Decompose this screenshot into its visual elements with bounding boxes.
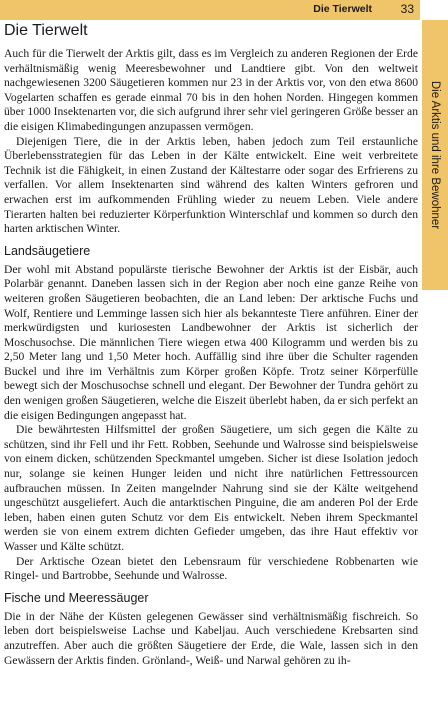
section-heading-fische: Fische und Meeressäuger — [4, 590, 149, 605]
section-heading-landsaeugetiere: Landsäugetiere — [4, 243, 91, 258]
chapter-side-tab — [422, 20, 448, 290]
paragraph: Die in der Nähe der Küsten gelegenen Gewässer sind verhältnismäßig fischreich. So leben dort beispielsweise Lachse und Kabeljau. Auch verschiedene Krebsarten sind anzutreffen. Aber auch die größten Säugetiere der Erde, die Wale, lassen sich in den Gewässern der Arktis finden. Grönland-, Weiß- und Narwal gehören zu ih- — [4, 609, 418, 667]
page-title: Die Tierwelt — [4, 22, 88, 39]
paragraph: Der Arktische Ozean bietet den Lebensraum für verschiedene Robbenarten wie Ringel- und Bartrobbe, Seehunde und Walrosse. — [4, 554, 418, 583]
running-header-title: Die Tierwelt — [313, 3, 372, 15]
paragraph: Der wohl mit Abstand populärste tierische Bewohner der Arktis ist der Eisbär, auch Polarbär genannt. Daneben lassen sich in der Region aber noch eine ganze Reihe von weiteren großen Säugetieren beobachten, die an Land leben: Der arktische Fuchs und Wolf, Rentiere und Lemminge lassen sich hier als bekannteste Tiere anführen. Einer der merkwürdigsten und kuriosesten Landbewohner der Arktis ist sicherlich der Moschusochse. Die männlichen Tiere wiegen etwa 400 Kilogramm und werden bis zu 2,50 Meter lang und 1,50 Meter hoch. Auffällig sind ihre über die Schulter ragenden Buckel und ihre im Verhältnis zum Körper großen Köpfe. Trotz seiner Körperfülle bewegt sich der Moschusochse schnell und elegant. Der Bewohner der Tundra gehört zu den wenigen großen Säugetieren, welche die Eiszeit überlebt haben, da er sich perfekt an die eisigen Bedingungen angepasst hat. — [4, 262, 418, 422]
paragraph: Auch für die Tierwelt der Arktis gilt, dass es im Vergleich zu anderen Regionen der Erde verhältnismäßig wenig Meeresbewohner und Landtiere gibt. Von den weltweit nachgewiesenen 3200 Säugetieren kommen nur 23 in der Arktis vor, von den etwa 8600 Vogelarten schaffen es gerade einmal 70 bis in den hohen Norden. Hingegen kommen über 1000 Insektenarten vor, die sich aufgrund ihrer sehr viel geringeren Größe besser an die eisigen Klimabedingungen anzupassen vermögen. — [4, 47, 418, 133]
running-header — [0, 0, 420, 20]
chapter-side-tab-label: Die Arktis und ihre Bewohner — [429, 80, 441, 230]
page-number: 33 — [400, 2, 414, 16]
paragraph: Diejenigen Tiere, die in der Arktis leben, haben jedoch zum Teil erstaunliche Überlebensstrategien für das Leben in der Kälte entwickelt. Eine weit verbreitete Technik ist die Fähigkeit, in einen Zustand der Kältestarre oder sogar des Erfrierens zu verfallen. Vor allem Insektenarten sind während des kalten Winters gefroren und erwachen erst im aufkommenden Frühling wieder zu neuem Leben. Viele andere Tierarten halten bei reduzierter Körperfunktion Winterschlaf und kommen so durch den harten arktischen Winter. — [4, 134, 418, 236]
paragraph: Die bewährtesten Hilfsmittel der großen Säugetiere, um sich gegen die Kälte zu schützen, sind ihr Fell und ihr Fett. Robben, Seehunde und Walrosse sind beispielsweise von einem dicken, schützenden Speckmantel umgeben. Sicher ist diese Isolation jedoch nur, solange sie keinen Hunger leiden und nicht ihre natürlichen Fettressourcen aufbrauchen müssen. In Zeiten mangelnder Nahrung sind sie der Kälte weitgehend ungeschützt ausgeliefert. Auch die antarktischen Pinguine, die am anderen Pol der Erde leben, haben einen guten Schutz vor dem Eis entwickelt. Neben ihrem Speckmantel werden sie von einem extrem dichten Gefieder umgeben, das ihre Haut effektiv vor Wasser und Kälte schützt. — [4, 423, 418, 553]
page-body — [4, 21, 418, 668]
